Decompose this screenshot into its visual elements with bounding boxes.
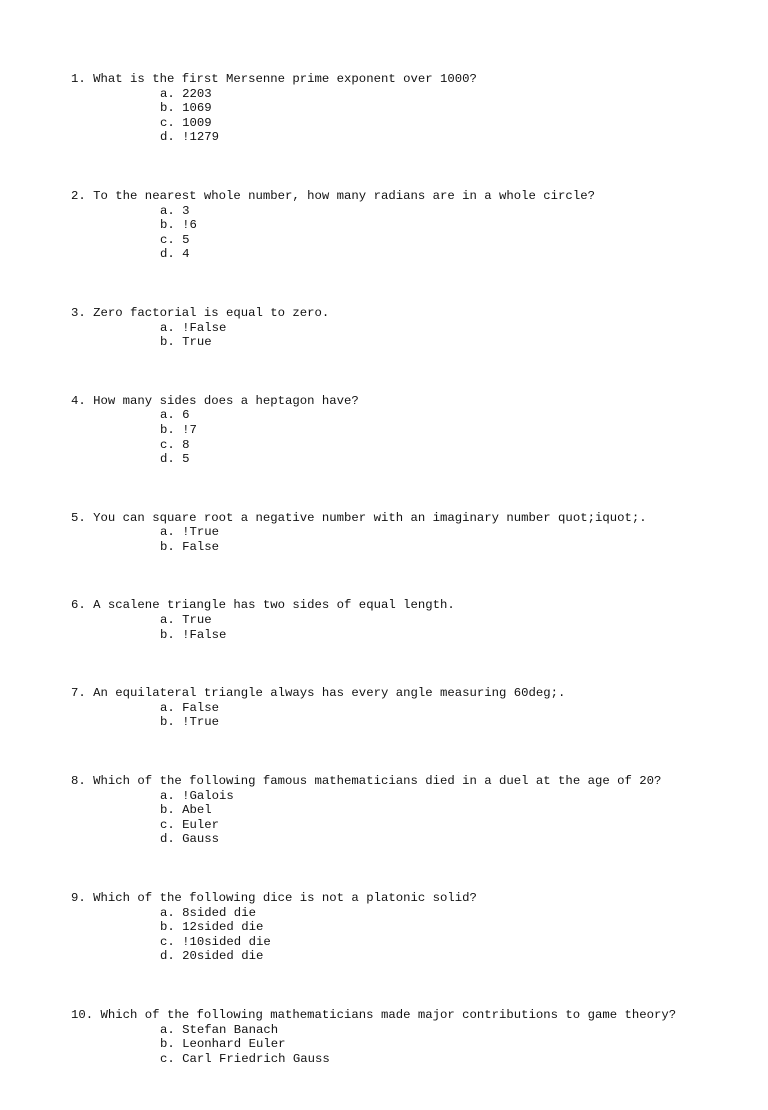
- option-letter: a.: [160, 320, 175, 335]
- answer-option: [71, 321, 751, 336]
- option-text: True: [182, 613, 212, 628]
- question-number: 6.: [71, 598, 86, 613]
- question-block: [71, 891, 751, 964]
- option-letter: d.: [160, 452, 175, 467]
- question-text: What is the first Mersenne prime exponent over 1000?: [93, 72, 477, 86]
- option-text: 8sided die: [182, 905, 256, 920]
- option-letter: a.: [160, 788, 175, 803]
- option-text: !True: [182, 715, 220, 730]
- option-text: 3: [182, 203, 190, 218]
- option-letter: c.: [160, 232, 175, 247]
- question-line: [71, 511, 751, 526]
- question-text: How many sides does a heptagon have?: [93, 393, 359, 408]
- question-block: [71, 1008, 751, 1066]
- question-block: [71, 72, 751, 145]
- option-letter: b.: [160, 539, 175, 554]
- answer-option: [71, 540, 751, 555]
- option-text: !False: [182, 627, 227, 642]
- question-number: 9.: [71, 891, 86, 905]
- answer-option: [71, 218, 751, 233]
- question-number: 7.: [71, 686, 86, 701]
- option-letter: b.: [160, 803, 175, 818]
- option-text: Abel: [182, 803, 212, 818]
- option-text: Carl Friedrich Gauss: [182, 1051, 330, 1066]
- answer-option: [71, 1037, 751, 1052]
- answer-option: [71, 204, 751, 219]
- option-text: !7: [182, 422, 197, 437]
- question-text: Which of the following dice is not a platonic solid?: [93, 891, 477, 905]
- question-block: [71, 598, 751, 642]
- question-line: [71, 774, 751, 789]
- option-letter: d.: [160, 247, 175, 262]
- option-text: 4: [182, 247, 190, 262]
- answer-option: [71, 628, 751, 643]
- option-text: !6: [182, 218, 197, 233]
- question-text: Zero factorial is equal to zero.: [93, 305, 330, 320]
- option-letter: d.: [160, 130, 175, 145]
- question-block: [71, 686, 751, 730]
- answer-option: [71, 116, 751, 131]
- option-text: 1069: [182, 101, 212, 116]
- option-letter: a.: [160, 86, 175, 101]
- question-block: [71, 394, 751, 467]
- question-text: To the nearest whole number, how many radians are in a whole circle?: [93, 188, 595, 203]
- option-letter: a.: [160, 905, 175, 920]
- option-letter: a.: [160, 613, 175, 628]
- option-text: 2203: [182, 86, 212, 101]
- question-number: 8.: [71, 774, 86, 789]
- answer-option: [71, 1023, 751, 1038]
- option-text: 1009: [182, 115, 212, 130]
- question-line: [71, 72, 751, 87]
- option-letter: c.: [160, 437, 175, 452]
- option-letter: c.: [160, 817, 175, 832]
- question-number: 2.: [71, 188, 86, 203]
- question-number: 4.: [71, 393, 86, 408]
- option-text: Stefan Banach: [182, 1022, 279, 1037]
- option-letter: b.: [160, 422, 175, 437]
- answer-option: [71, 233, 751, 248]
- option-letter: b.: [160, 101, 175, 116]
- answer-option: [71, 920, 751, 935]
- question-block: [71, 306, 751, 350]
- option-text: 5: [182, 232, 190, 247]
- question-line: [71, 891, 751, 906]
- option-letter: d.: [160, 949, 175, 964]
- answer-option: [71, 87, 751, 102]
- question-line: [71, 1008, 751, 1023]
- answer-option: [71, 423, 751, 438]
- answer-option: [71, 832, 751, 847]
- answer-option: [71, 613, 751, 628]
- answer-option: [71, 949, 751, 964]
- answer-option: [71, 101, 751, 116]
- question-line: [71, 394, 751, 409]
- option-text: Gauss: [182, 832, 220, 847]
- answer-option: [71, 701, 751, 716]
- question-line: [71, 686, 751, 701]
- option-text: False: [182, 539, 220, 554]
- answer-option: [71, 408, 751, 423]
- option-text: !10sided die: [182, 934, 271, 949]
- question-text: An equilateral triangle always has every angle measuring 60deg;.: [93, 686, 566, 701]
- answer-option: [71, 1052, 751, 1067]
- answer-option: [71, 452, 751, 467]
- answer-option: [71, 715, 751, 730]
- option-letter: b.: [160, 920, 175, 935]
- option-text: 6: [182, 408, 190, 423]
- answer-option: [71, 935, 751, 950]
- answer-option: [71, 906, 751, 921]
- option-letter: b.: [160, 1037, 175, 1052]
- answer-option: [71, 130, 751, 145]
- option-letter: c.: [160, 1051, 175, 1066]
- question-block: [71, 511, 751, 555]
- option-text: !Galois: [182, 788, 234, 803]
- answer-option: [71, 335, 751, 350]
- question-text: A scalene triangle has two sides of equal length.: [93, 598, 455, 613]
- answer-option: [71, 438, 751, 453]
- option-letter: b.: [160, 627, 175, 642]
- option-text: 8: [182, 437, 190, 452]
- option-text: !False: [182, 320, 227, 335]
- option-text: True: [182, 335, 212, 350]
- question-text: Which of the following mathematicians made major contributions to game theory?: [100, 1007, 677, 1022]
- option-text: 5: [182, 452, 190, 467]
- option-letter: c.: [160, 115, 175, 130]
- question-number: 1.: [71, 72, 86, 86]
- question-block: [71, 774, 751, 847]
- option-text: False: [182, 700, 220, 715]
- option-text: Euler: [182, 817, 220, 832]
- option-text: Leonhard Euler: [182, 1037, 286, 1052]
- question-line: [71, 598, 751, 613]
- answer-option: [71, 818, 751, 833]
- question-text: Which of the following famous mathematicians died in a duel at the age of 20?: [93, 774, 662, 789]
- question-number: 10.: [71, 1007, 94, 1022]
- question-line: [71, 306, 751, 321]
- option-text: !True: [182, 525, 220, 540]
- option-letter: d.: [160, 832, 175, 847]
- answer-option: [71, 525, 751, 540]
- option-letter: a.: [160, 203, 175, 218]
- option-letter: a.: [160, 1022, 175, 1037]
- option-text: !1279: [182, 130, 220, 145]
- option-letter: a.: [160, 525, 175, 540]
- question-number: 3.: [71, 305, 86, 320]
- question-text: You can square root a negative number with an imaginary number quot;iquot;.: [93, 510, 647, 525]
- quiz-document: [71, 72, 751, 1110]
- option-letter: a.: [160, 408, 175, 423]
- answer-option: [71, 789, 751, 804]
- option-letter: b.: [160, 218, 175, 233]
- question-block: [71, 189, 751, 262]
- question-number: 5.: [71, 510, 86, 525]
- answer-option: [71, 247, 751, 262]
- option-letter: c.: [160, 934, 175, 949]
- option-letter: b.: [160, 715, 175, 730]
- answer-option: [71, 803, 751, 818]
- option-text: 20sided die: [182, 949, 264, 964]
- option-letter: a.: [160, 700, 175, 715]
- option-letter: b.: [160, 335, 175, 350]
- question-line: [71, 189, 751, 204]
- option-text: 12sided die: [182, 920, 264, 935]
